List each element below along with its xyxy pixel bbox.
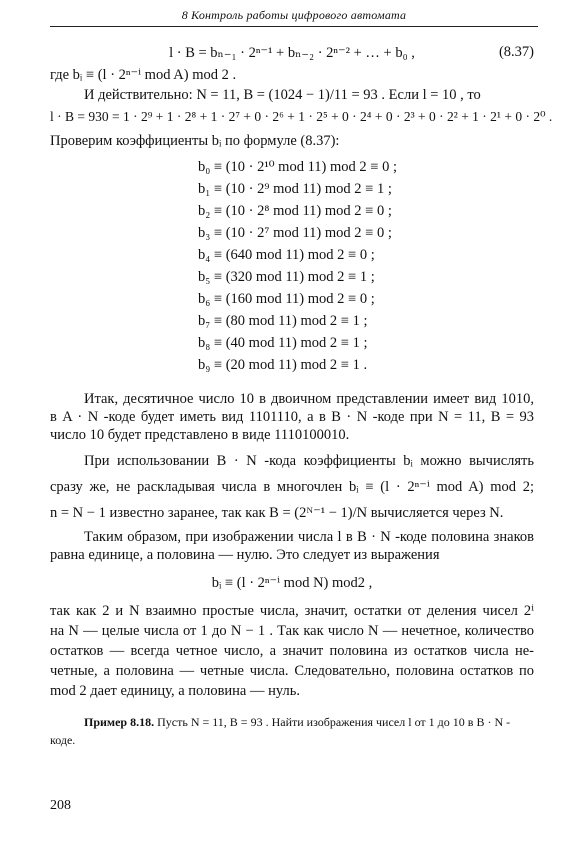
coefficient-line: b₆ ≡ (160 mod 11) mod 2 ≡ 0 ; bbox=[198, 291, 375, 307]
example-line bbox=[50, 714, 534, 730]
where-line: где bᵢ ≡ (l · 2ⁿ⁻ⁱ mod A) mod 2 . bbox=[50, 67, 237, 83]
coefficient-line: b₈ ≡ (40 mod 11) mod 2 ≡ 1 ; bbox=[198, 335, 368, 351]
paragraph-line: остатков — всегда четное число, а значит половина из остатков числа не- bbox=[50, 643, 534, 659]
coefficient-line: b₇ ≡ (80 mod 11) mod 2 ≡ 1 ; bbox=[198, 313, 368, 329]
check-line: И действительно: N = 11, B = (1024 − 1)/11 = 93 . Если l = 10 , то bbox=[84, 87, 481, 103]
coefficient-line: b₉ ≡ (20 mod 11) mod 2 ≡ 1 . bbox=[198, 357, 368, 373]
verify-line: Проверим коэффициенты bᵢ по формуле (8.37): bbox=[50, 133, 340, 149]
paragraph-line: четные, а половина — четные числа. Следовательно, половина остатков по bbox=[50, 663, 534, 679]
paragraph-line: равна единице, а половина — нулю. Это следует из выражения bbox=[50, 547, 440, 563]
paragraph-line: mod 2 дает единицу, а половина — нуль. bbox=[50, 683, 300, 699]
coefficient-line: b₃ ≡ (10 · 2⁷ mod 11) mod 2 ≡ 0 ; bbox=[198, 225, 392, 241]
coefficient-line: b₄ ≡ (640 mod 11) mod 2 ≡ 0 ; bbox=[198, 247, 375, 263]
example-label: Пример 8.18. bbox=[84, 715, 155, 729]
header-rule bbox=[50, 26, 538, 27]
formula-bi: bᵢ ≡ (l · 2ⁿ⁻ⁱ mod N) mod2 , bbox=[211, 575, 373, 591]
paragraph-line: на N — целые числа от 1 до N − 1 . Так как число N — нечетное, количество bbox=[50, 623, 534, 639]
paragraph-line: так как 2 и N взаимно простые числа, значит, остатки от деления чисел 2ⁱ bbox=[50, 603, 534, 619]
coefficient-line: b₁ ≡ (10 · 2⁹ mod 11) mod 2 ≡ 1 ; bbox=[198, 181, 392, 197]
coefficient-line: b₂ ≡ (10 · 2⁸ mod 11) mod 2 ≡ 0 ; bbox=[198, 203, 392, 219]
paragraph-line: Таким образом, при изображении числа l в B · N -коде половина знаков bbox=[84, 529, 534, 545]
equation-number: (8.37) bbox=[498, 44, 534, 60]
paragraph-line: число 10 будет представлено в виде 1110100010. bbox=[50, 427, 350, 443]
coefficient-line: b₅ ≡ (320 mod 11) mod 2 ≡ 1 ; bbox=[198, 269, 375, 285]
paragraph-line: в A · N -коде будет иметь вид 1101110, а в B · N -коде при N = 11, B = 93 bbox=[50, 409, 534, 425]
paragraph-line: При использовании B · N -кода коэффициенты bᵢ можно вычислять bbox=[84, 453, 534, 469]
formula-8-37: l · B = bₙ₋₁ · 2ⁿ⁻¹ + bₙ₋₂ · 2ⁿ⁻² + … + b₀ , bbox=[169, 45, 415, 61]
paragraph-line: n = N − 1 известно заранее, так как B = (2ᴺ⁻¹ − 1)/N вычисляется через N. bbox=[50, 505, 504, 521]
paragraph-line: Итак, десятичное число 10 в двоичном представлении имеет вид 1010, bbox=[84, 391, 534, 407]
example-continuation: коде. bbox=[50, 733, 76, 747]
paragraph-line: сразу же, не раскладывая числа в многочлен bᵢ ≡ (l · 2ⁿ⁻ⁱ mod A) mod 2; bbox=[50, 479, 534, 495]
running-header: 8 Контроль работы цифрового автомата bbox=[181, 8, 407, 22]
expansion-line: l · B = 930 = 1 · 2⁹ + 1 · 2⁸ + 1 · 2⁷ + 0 · 2⁶ + 1 · 2⁵ + 0 · 2⁴ + 0 · 2³ + 0 · 2² + 1 · 2¹ + 0 · 2⁰ . bbox=[50, 109, 553, 124]
example-text: Пусть N = 11, B = 93 . Найти изображения чисел l от 1 до 10 в B · N - bbox=[157, 715, 511, 729]
page-number: 208 bbox=[50, 798, 71, 813]
coefficient-line: b₀ ≡ (10 · 2¹⁰ mod 11) mod 2 ≡ 0 ; bbox=[198, 159, 397, 175]
